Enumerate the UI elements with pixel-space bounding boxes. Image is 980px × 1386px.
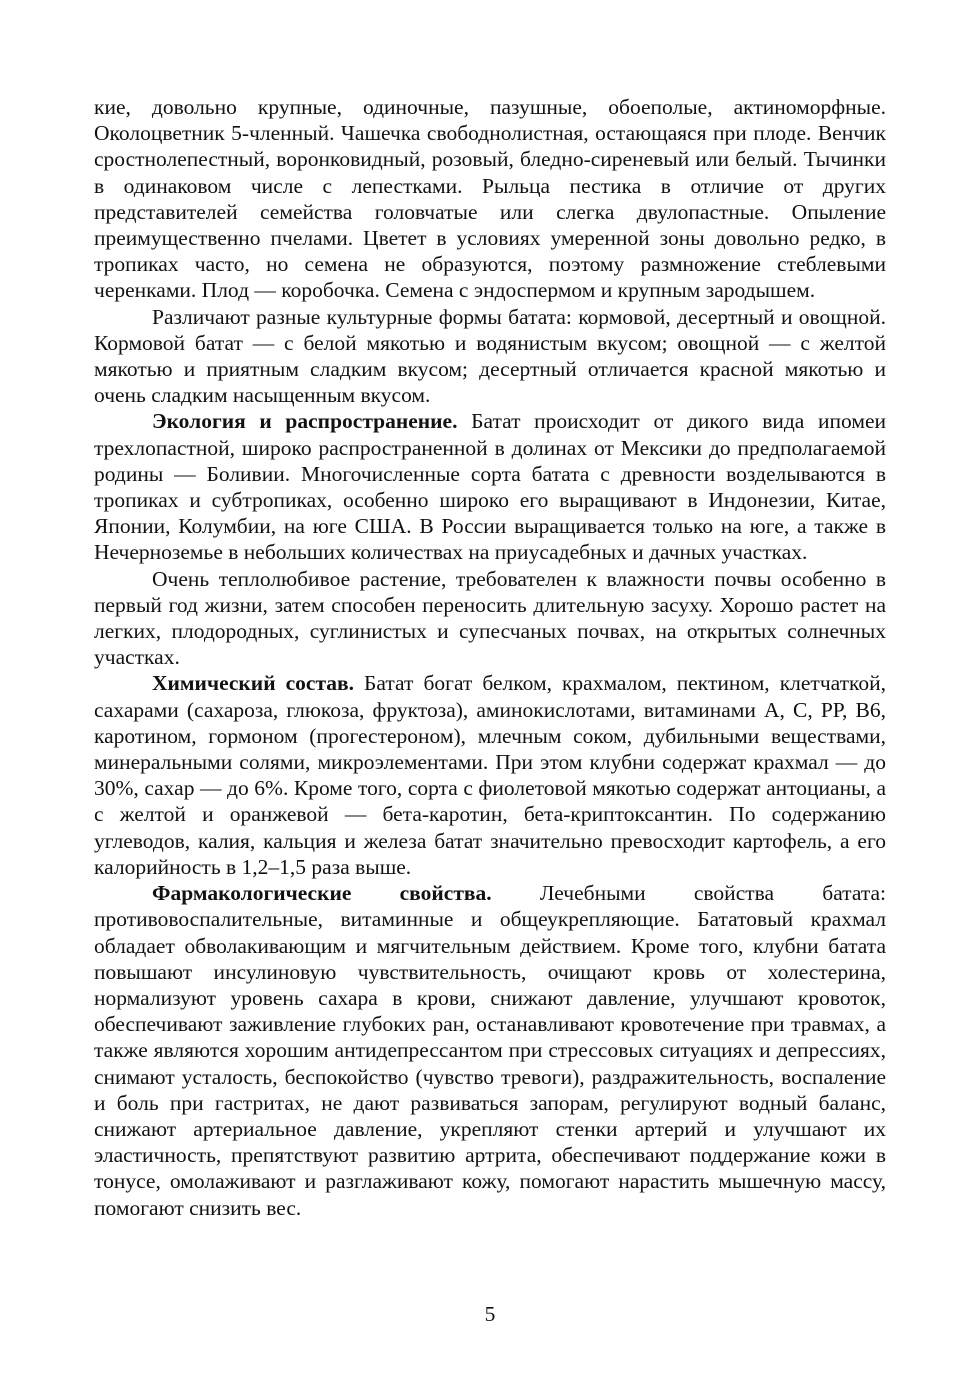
paragraph-cultivated-forms — [94, 304, 886, 409]
section-heading-chemical-composition: Химический состав. — [152, 671, 355, 696]
paragraph-growing-conditions — [94, 566, 886, 671]
paragraph-chemical-composition — [94, 670, 886, 880]
paragraph-text: Лечебными свойства батата: противовоспалительные, витаминные и общеукрепляющие. Бататовый крахмал обладает обволакивающим и мягчительным действием. Кроме того, клубни батата повышают инсулиновую чувствительность, очищают кровь от холестерина, нормализуют уровень сахара в крови, снижают давление, улучшают кровоток, обеспечивают заживление глубоких ран, останавливают кровотечение при травмах, а также являются хорошим антидепрессантом при стрессовых ситуациях и депрессиях, снимают усталость, беспокойство (чувство тревоги), раздражительность, воспаление и боль при гастритах, не дают развиваться запорам, регулируют водный баланс, снижают артериальное давление, укрепляют стенки артерий и улучшают их эластичность, препятствуют развитию артрита, обеспечивают поддержание кожи в тонусе, омолаживают и разглаживают кожу, помогают нарастить мышечную массу, помогают снизить вес. — [94, 881, 887, 1220]
paragraph-text: кие, довольно крупные, одиночные, пазушные, обоеполые, актиноморфные. Околоцветник 5-членный. Чашечка свободнолистная, остающаяся при плоде. Венчик сростнолепестный, воронковидный, розовый, бледно-сиреневый или белый. Тычинки в одинаковом числе с лепестками. Рыльца пестика в отличие от других представителей семейства головчатые или слегка двулопастные. Опыление преимущественно пчелами. Цветет в условиях умеренной зоны довольно редко, в тропиках часто, но семена не образуются, поэтому размножение стеблевыми черенками. Плод — коробочка. Семена с эндоспермом и крупным зародышем. — [94, 95, 886, 303]
paragraph-text: Очень теплолюбивое растение, требователен к влажности почвы особенно в первый год жизни, затем способен переносить длительную засуху. Хорошо растет на легких, плодородных, суглинистых и супесчаных почвах, на открытых солнечных участках. — [94, 566, 886, 670]
page-body — [94, 94, 886, 1221]
paragraph-ecology — [94, 408, 886, 565]
paragraph-text: Различают разные культурные формы батата: кормовой, десертный и овощной. Кормовой батат — с белой мякотью и водянистым вкусом; овощной — с желтой мякотью и приятным сладким вкусом; десертный отличается красной мякотью и очень сладким насыщенным вкусом. — [94, 304, 886, 408]
section-heading-ecology: Экология и распространение. — [152, 409, 458, 434]
paragraph-text: Батат богат белком, крахмалом, пектином, клетчаткой, сахарами (сахароза, глюкоза, фруктоза), аминокислотами, витаминами А, С, РР, В6, каротином, гормоном (прогестероном), млечным соком, дубильными веществами, минеральными солями, микроэлементами. При этом клубни содержат крахмал — до 30%, сахар — до 6%. Кроме того, сорта с фиолетовой мякотью содержат антоцианы, а с желтой и оранжевой — бета-каротин, бета-криптоксантин. По содержанию углеводов, калия, кальция и железа батат значительно превосходит картофель, а его калорийность в 1,2–1,5 раза выше. — [94, 671, 887, 879]
paragraph-pharmacological-properties — [94, 880, 886, 1221]
page-number: 5 — [484, 1302, 496, 1326]
paragraph-text: Батат происходит от дикого вида ипомеи трехлопастной, широко распространенной в долинах от Мексики до предполагаемой родины — Боливии. Многочисленные сорта батата с древности возделываются в тропиках и субтропиках, особенно широко его выращивают в Индонезии, Китае, Японии, Колумбии, на юге США. В России выращивается только на юге, а также в Нечерноземье в небольших количествах на приусадебных и дачных участках. — [94, 409, 886, 565]
paragraph-plant-description — [94, 94, 886, 304]
section-heading-pharmacology: Фармакологические свойства. — [152, 881, 492, 906]
